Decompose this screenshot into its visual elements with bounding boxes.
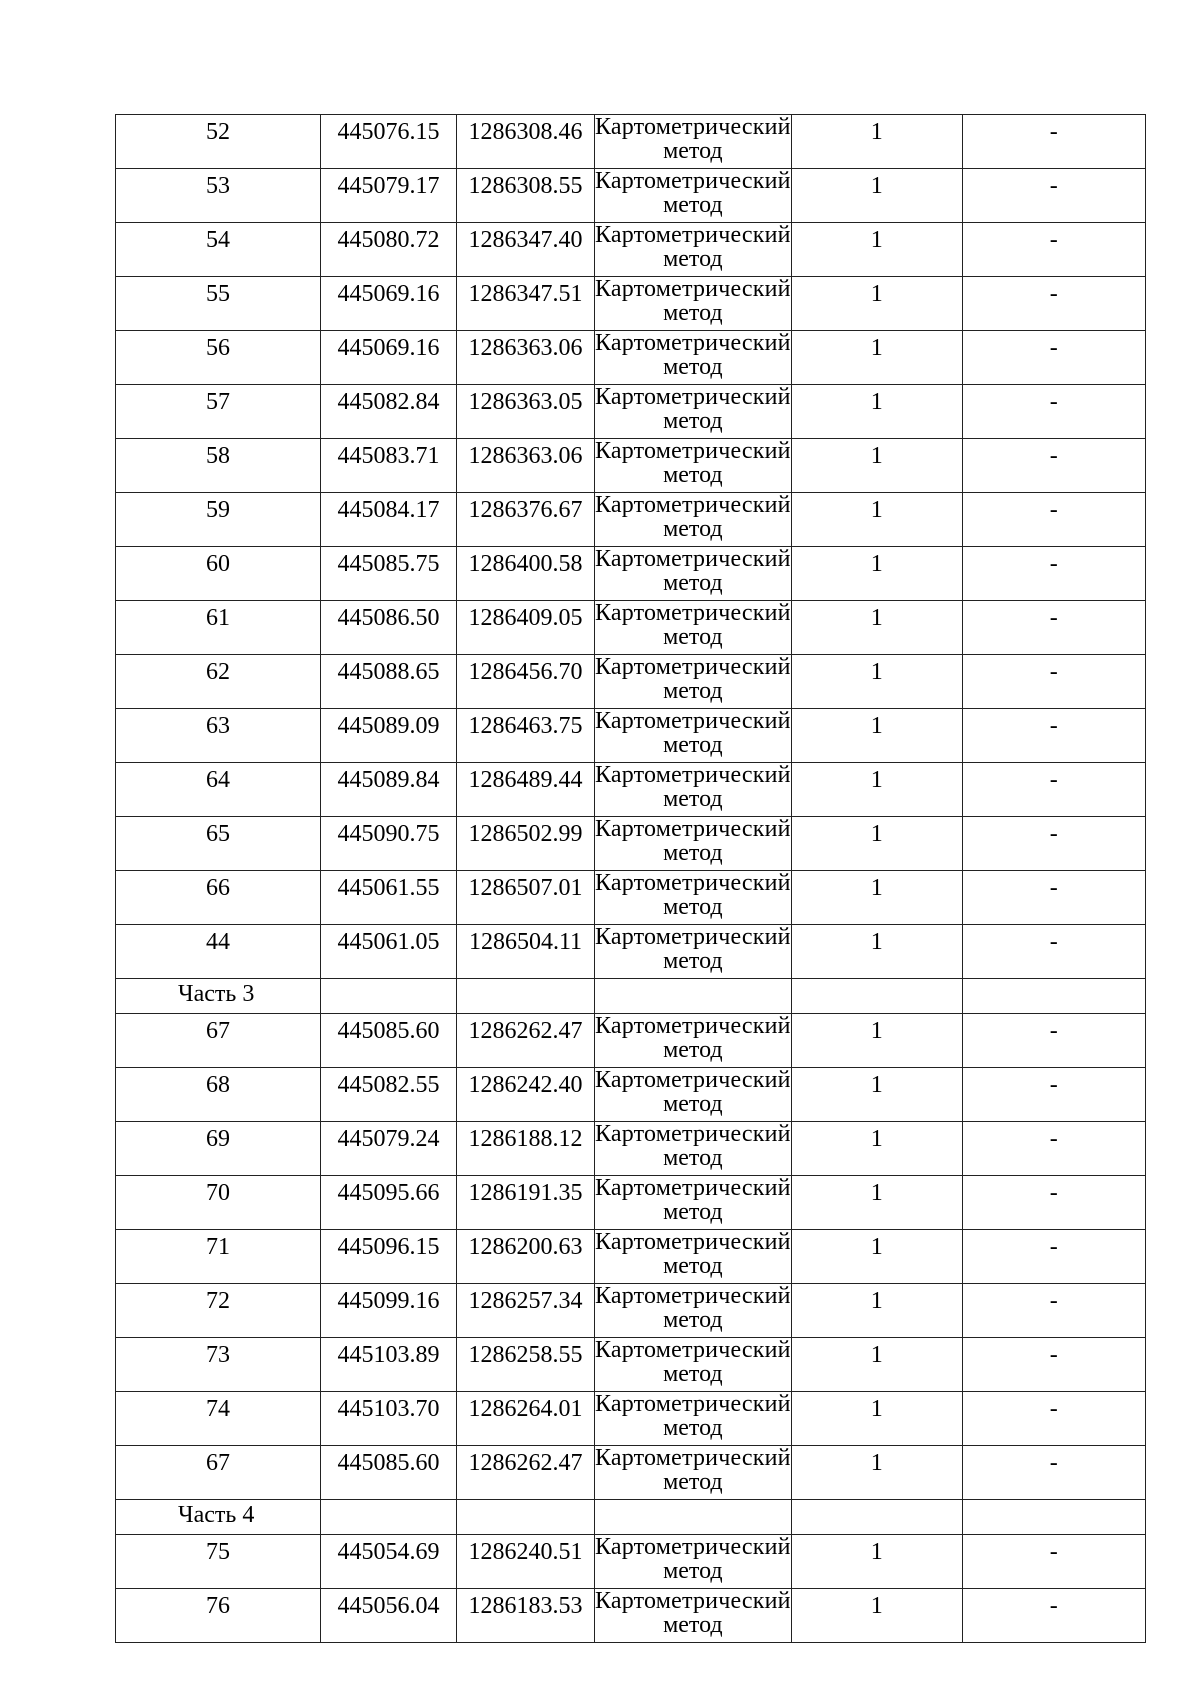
table-row [116, 385, 1146, 439]
accuracy-value: 1 [791, 1589, 962, 1643]
note-value: - [962, 277, 1145, 331]
method-line-2: метод [663, 246, 723, 272]
note-value: - [962, 439, 1145, 493]
method-line-2: метод [663, 408, 723, 434]
method-line-2: метод [663, 1037, 723, 1063]
coord-x: 445089.09 [321, 709, 457, 763]
table-row [116, 115, 1146, 169]
point-number: 66 [116, 871, 321, 925]
method-cell [595, 547, 792, 601]
empty-cell [457, 979, 595, 1014]
method-cell [595, 169, 792, 223]
method-line-1: Картометрический [595, 330, 791, 356]
method-line-1: Картометрический [595, 1445, 791, 1471]
method-line-2: метод [663, 300, 723, 326]
table-row [116, 547, 1146, 601]
method-line-2: метод [663, 732, 723, 758]
note-value: - [962, 385, 1145, 439]
table-row [116, 871, 1146, 925]
note-value: - [962, 925, 1145, 979]
method-cell [595, 1176, 792, 1230]
note-value: - [962, 1284, 1145, 1338]
point-number: 67 [116, 1014, 321, 1068]
accuracy-value: 1 [791, 439, 962, 493]
coordinates-table [115, 114, 1146, 1643]
note-value: - [962, 763, 1145, 817]
section-label: Часть 4 [116, 1500, 321, 1535]
coord-x: 445069.16 [321, 331, 457, 385]
method-cell [595, 1014, 792, 1068]
coord-y: 1286347.51 [457, 277, 595, 331]
coord-y: 1286262.47 [457, 1014, 595, 1068]
method-cell [595, 439, 792, 493]
table-row [116, 1122, 1146, 1176]
point-number: 44 [116, 925, 321, 979]
method-cell [595, 385, 792, 439]
note-value: - [962, 709, 1145, 763]
table-row [116, 1338, 1146, 1392]
accuracy-value: 1 [791, 1284, 962, 1338]
point-number: 74 [116, 1392, 321, 1446]
section-header-row [116, 979, 1146, 1014]
coord-y: 1286258.55 [457, 1338, 595, 1392]
point-number: 62 [116, 655, 321, 709]
method-line-1: Картометрический [595, 654, 791, 680]
method-line-1: Картометрический [595, 1121, 791, 1147]
table-row [116, 1535, 1146, 1589]
method-cell [595, 1068, 792, 1122]
coord-x: 445082.55 [321, 1068, 457, 1122]
table-row [116, 601, 1146, 655]
method-line-2: метод [663, 1415, 723, 1441]
point-number: 57 [116, 385, 321, 439]
note-value: - [962, 817, 1145, 871]
method-line-2: метод [663, 1091, 723, 1117]
note-value: - [962, 1176, 1145, 1230]
note-value: - [962, 1122, 1145, 1176]
accuracy-value: 1 [791, 1446, 962, 1500]
method-cell [595, 493, 792, 547]
point-number: 76 [116, 1589, 321, 1643]
table-row [116, 655, 1146, 709]
point-number: 65 [116, 817, 321, 871]
table-row [116, 1014, 1146, 1068]
method-cell [595, 1392, 792, 1446]
method-line-1: Картометрический [595, 708, 791, 734]
note-value: - [962, 1338, 1145, 1392]
method-cell [595, 655, 792, 709]
point-number: 60 [116, 547, 321, 601]
method-line-2: метод [663, 462, 723, 488]
coord-x: 445069.16 [321, 277, 457, 331]
note-value: - [962, 331, 1145, 385]
accuracy-value: 1 [791, 925, 962, 979]
note-value: - [962, 655, 1145, 709]
coord-x: 445086.50 [321, 601, 457, 655]
coord-y: 1286262.47 [457, 1446, 595, 1500]
point-number: 64 [116, 763, 321, 817]
point-number: 63 [116, 709, 321, 763]
coord-y: 1286504.11 [457, 925, 595, 979]
coord-y: 1286257.34 [457, 1284, 595, 1338]
coord-x: 445061.05 [321, 925, 457, 979]
method-line-1: Картометрический [595, 924, 791, 950]
table-row [116, 817, 1146, 871]
accuracy-value: 1 [791, 763, 962, 817]
note-value: - [962, 115, 1145, 169]
coord-y: 1286463.75 [457, 709, 595, 763]
accuracy-value: 1 [791, 1230, 962, 1284]
coord-x: 445061.55 [321, 871, 457, 925]
method-line-1: Картометрический [595, 1391, 791, 1417]
point-number: 54 [116, 223, 321, 277]
empty-cell [962, 1500, 1145, 1535]
method-line-1: Картометрический [595, 168, 791, 194]
note-value: - [962, 1392, 1145, 1446]
table-row [116, 223, 1146, 277]
coord-x: 445056.04 [321, 1589, 457, 1643]
table-row [116, 493, 1146, 547]
method-cell [595, 601, 792, 655]
method-cell [595, 1230, 792, 1284]
coord-y: 1286507.01 [457, 871, 595, 925]
method-line-1: Картометрический [595, 1067, 791, 1093]
method-cell [595, 709, 792, 763]
method-line-2: метод [663, 1253, 723, 1279]
point-number: 61 [116, 601, 321, 655]
table-row [116, 1176, 1146, 1230]
note-value: - [962, 601, 1145, 655]
accuracy-value: 1 [791, 169, 962, 223]
point-number: 52 [116, 115, 321, 169]
accuracy-value: 1 [791, 871, 962, 925]
accuracy-value: 1 [791, 1014, 962, 1068]
coord-x: 445079.17 [321, 169, 457, 223]
coordinates-table-body [116, 115, 1146, 1643]
accuracy-value: 1 [791, 1068, 962, 1122]
accuracy-value: 1 [791, 223, 962, 277]
method-line-1: Картометрический [595, 1229, 791, 1255]
coord-y: 1286347.40 [457, 223, 595, 277]
empty-cell [595, 979, 792, 1014]
method-line-1: Картометрический [595, 1588, 791, 1614]
method-line-1: Картометрический [595, 1534, 791, 1560]
note-value: - [962, 1068, 1145, 1122]
method-line-2: метод [663, 516, 723, 542]
empty-cell [321, 1500, 457, 1535]
coord-x: 445076.15 [321, 115, 457, 169]
coord-y: 1286363.06 [457, 331, 595, 385]
table-row [116, 1392, 1146, 1446]
point-number: 69 [116, 1122, 321, 1176]
method-line-1: Картометрический [595, 1013, 791, 1039]
table-row [116, 277, 1146, 331]
method-line-2: метод [663, 1612, 723, 1638]
accuracy-value: 1 [791, 547, 962, 601]
method-line-2: метод [663, 1199, 723, 1225]
method-line-2: метод [663, 138, 723, 164]
method-line-1: Картометрический [595, 384, 791, 410]
coord-y: 1286409.05 [457, 601, 595, 655]
note-value: - [962, 169, 1145, 223]
method-line-1: Картометрический [595, 600, 791, 626]
method-line-2: метод [663, 1145, 723, 1171]
method-cell [595, 763, 792, 817]
accuracy-value: 1 [791, 1338, 962, 1392]
section-header-row [116, 1500, 1146, 1535]
accuracy-value: 1 [791, 1535, 962, 1589]
coord-x: 445096.15 [321, 1230, 457, 1284]
note-value: - [962, 1014, 1145, 1068]
note-value: - [962, 1446, 1145, 1500]
coord-x: 445103.89 [321, 1338, 457, 1392]
accuracy-value: 1 [791, 1392, 962, 1446]
point-number: 59 [116, 493, 321, 547]
method-line-2: метод [663, 1558, 723, 1584]
point-number: 73 [116, 1338, 321, 1392]
table-row [116, 1068, 1146, 1122]
table-row [116, 1284, 1146, 1338]
accuracy-value: 1 [791, 331, 962, 385]
coord-x: 445080.72 [321, 223, 457, 277]
coord-y: 1286489.44 [457, 763, 595, 817]
coord-x: 445085.75 [321, 547, 457, 601]
point-number: 68 [116, 1068, 321, 1122]
method-cell [595, 1589, 792, 1643]
table-row [116, 1230, 1146, 1284]
coord-y: 1286200.63 [457, 1230, 595, 1284]
table-row [116, 169, 1146, 223]
coord-x: 445088.65 [321, 655, 457, 709]
point-number: 70 [116, 1176, 321, 1230]
coord-x: 445085.60 [321, 1446, 457, 1500]
method-cell [595, 1284, 792, 1338]
accuracy-value: 1 [791, 601, 962, 655]
method-line-2: метод [663, 678, 723, 704]
section-label: Часть 3 [116, 979, 321, 1014]
method-cell [595, 1535, 792, 1589]
table-row [116, 439, 1146, 493]
note-value: - [962, 871, 1145, 925]
method-line-1: Картометрический [595, 762, 791, 788]
method-line-1: Картометрический [595, 1283, 791, 1309]
method-line-2: метод [663, 840, 723, 866]
coord-y: 1286183.53 [457, 1589, 595, 1643]
table-row [116, 763, 1146, 817]
point-number: 53 [116, 169, 321, 223]
method-cell [595, 115, 792, 169]
note-value: - [962, 547, 1145, 601]
method-line-2: метод [663, 786, 723, 812]
coord-y: 1286308.46 [457, 115, 595, 169]
table-row [116, 709, 1146, 763]
empty-cell [321, 979, 457, 1014]
method-cell [595, 223, 792, 277]
coord-y: 1286502.99 [457, 817, 595, 871]
method-line-2: метод [663, 192, 723, 218]
coord-x: 445079.24 [321, 1122, 457, 1176]
coord-y: 1286363.06 [457, 439, 595, 493]
empty-cell [962, 979, 1145, 1014]
point-number: 67 [116, 1446, 321, 1500]
empty-cell [595, 1500, 792, 1535]
coord-y: 1286188.12 [457, 1122, 595, 1176]
method-cell [595, 925, 792, 979]
coord-y: 1286264.01 [457, 1392, 595, 1446]
method-line-2: метод [663, 1469, 723, 1495]
method-cell [595, 277, 792, 331]
coord-y: 1286308.55 [457, 169, 595, 223]
coord-y: 1286240.51 [457, 1535, 595, 1589]
table-row [116, 331, 1146, 385]
coord-x: 445085.60 [321, 1014, 457, 1068]
table-row [116, 1446, 1146, 1500]
method-line-2: метод [663, 948, 723, 974]
accuracy-value: 1 [791, 277, 962, 331]
note-value: - [962, 1535, 1145, 1589]
coord-x: 445099.16 [321, 1284, 457, 1338]
coord-x: 445090.75 [321, 817, 457, 871]
coord-x: 445089.84 [321, 763, 457, 817]
point-number: 72 [116, 1284, 321, 1338]
method-line-2: метод [663, 624, 723, 650]
method-line-1: Картометрический [595, 870, 791, 896]
point-number: 56 [116, 331, 321, 385]
point-number: 55 [116, 277, 321, 331]
empty-cell [457, 1500, 595, 1535]
method-line-1: Картометрический [595, 816, 791, 842]
method-line-1: Картометрический [595, 1175, 791, 1201]
accuracy-value: 1 [791, 115, 962, 169]
method-line-1: Картометрический [595, 276, 791, 302]
table-row [116, 1589, 1146, 1643]
note-value: - [962, 493, 1145, 547]
method-line-2: метод [663, 1361, 723, 1387]
method-cell [595, 1338, 792, 1392]
method-line-1: Картометрический [595, 114, 791, 140]
method-line-2: метод [663, 354, 723, 380]
coord-x: 445095.66 [321, 1176, 457, 1230]
note-value: - [962, 223, 1145, 277]
coord-x: 445103.70 [321, 1392, 457, 1446]
table-row [116, 925, 1146, 979]
method-cell [595, 1122, 792, 1176]
accuracy-value: 1 [791, 655, 962, 709]
note-value: - [962, 1589, 1145, 1643]
point-number: 58 [116, 439, 321, 493]
method-line-1: Картометрический [595, 492, 791, 518]
method-line-1: Картометрический [595, 222, 791, 248]
coord-y: 1286191.35 [457, 1176, 595, 1230]
accuracy-value: 1 [791, 709, 962, 763]
method-line-1: Картометрический [595, 546, 791, 572]
point-number: 75 [116, 1535, 321, 1589]
method-line-2: метод [663, 1307, 723, 1333]
accuracy-value: 1 [791, 1122, 962, 1176]
point-number: 71 [116, 1230, 321, 1284]
note-value: - [962, 1230, 1145, 1284]
empty-cell [791, 1500, 962, 1535]
accuracy-value: 1 [791, 1176, 962, 1230]
coord-y: 1286400.58 [457, 547, 595, 601]
method-cell [595, 817, 792, 871]
coord-y: 1286363.05 [457, 385, 595, 439]
accuracy-value: 1 [791, 493, 962, 547]
coord-x: 445083.71 [321, 439, 457, 493]
method-line-2: метод [663, 894, 723, 920]
coord-x: 445082.84 [321, 385, 457, 439]
method-line-1: Картометрический [595, 438, 791, 464]
method-line-2: метод [663, 570, 723, 596]
coord-y: 1286242.40 [457, 1068, 595, 1122]
accuracy-value: 1 [791, 385, 962, 439]
coord-x: 445084.17 [321, 493, 457, 547]
coord-y: 1286376.67 [457, 493, 595, 547]
method-cell [595, 331, 792, 385]
accuracy-value: 1 [791, 817, 962, 871]
coord-y: 1286456.70 [457, 655, 595, 709]
method-line-1: Картометрический [595, 1337, 791, 1363]
method-cell [595, 1446, 792, 1500]
coord-x: 445054.69 [321, 1535, 457, 1589]
method-cell [595, 871, 792, 925]
empty-cell [791, 979, 962, 1014]
